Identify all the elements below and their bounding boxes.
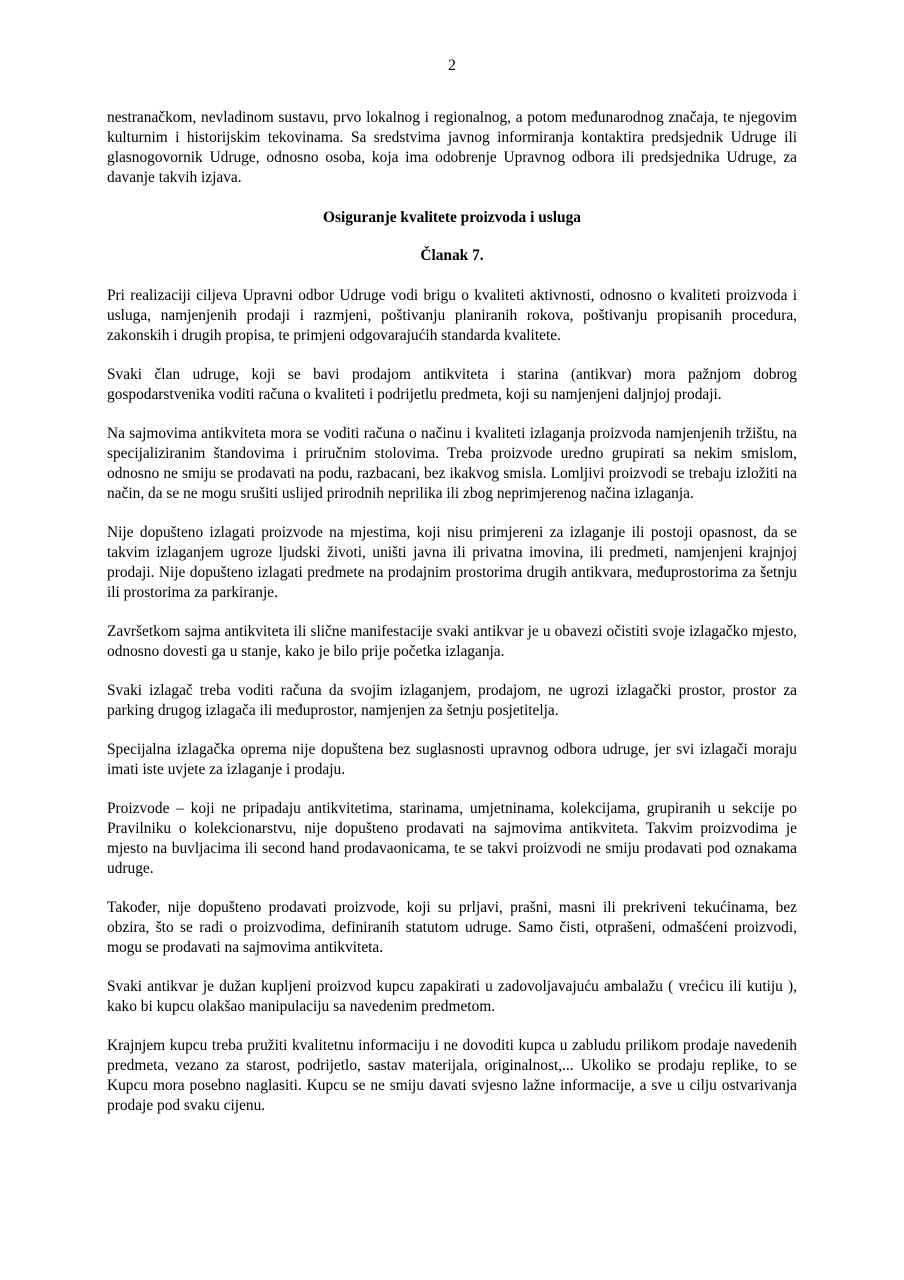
page-number: 2 bbox=[448, 57, 456, 74]
paragraph: Proizvode – koji ne pripadaju antikvitetima, starinama, umjetninama, kolekcijama, grupiranih u sekcije po Pravilniku o kolekcionarstvu, nije dopušteno prodavati na sajmovima antikviteta. Takvim proizvodima je mjesto na buvljacima ili second hand prodavaonicama, te se takvi proizvodi ne smiju prodavati pod oznakama udruge. bbox=[107, 800, 797, 877]
paragraph: Svaki izlagač treba voditi računa da svojim izlaganjem, prodajom, ne ugrozi izlagački prostor, prostor za parking drugog izlagača ili međuprostor, namjenjen za šetnju posjetitelja. bbox=[107, 682, 797, 719]
intro-paragraph: nestranačkom, nevladinom sustavu, prvo lokalnog i regionalnog, a potom međunarodnog značaja, te njegovim kulturnim i historijskim tekovinama. Sa sredstvima javnog informiranja kontaktira predsjednik Udruge ili glasnogovornik Udruge, odnosno osoba, koja ima odobrenje Upravnog odbora ili predsjednika Udruge, za davanje takvih izjava. bbox=[107, 109, 797, 186]
paragraph: Nije dopušteno izlagati proizvode na mjestima, koji nisu primjereni za izlaganje ili postoji opasnost, da se takvim izlaganjem ugroze ljudski životi, uništi javna ili privatna imovina, ili predmeti, namjenjeni krajnjoj prodaji. Nije dopušteno izlagati predmete na prodajnim prostorima drugih antikvara, međuprostorima za šetnju ili prostorima za parkiranje. bbox=[107, 524, 797, 601]
paragraph: Svaki član udruge, koji se bavi prodajom antikviteta i starina (antikvar) mora pažnjom dobrog gospodarstvenika voditi računa o kvaliteti i podrijetlu predmeta, koji su namjenjeni daljnjoj prodaji. bbox=[107, 366, 797, 403]
paragraph: Također, nije dopušteno prodavati proizvode, koji su prljavi, prašni, masni ili prekriveni tekućinama, bez obzira, što se radi o proizvodima, definiranih statutom udruge. Samo čisti, otprašeni, odmašćeni proizvodi, mogu se prodavati na sajmovima antikviteta. bbox=[107, 899, 797, 956]
article-heading: Članak 7. bbox=[420, 247, 484, 264]
paragraph: Svaki antikvar je dužan kupljeni proizvod kupcu zapakirati u zadovoljavajuću ambalažu ( vrećicu ili kutiju ), kako bi kupcu olakšao manipulaciju sa navedenim predmetom. bbox=[107, 978, 797, 1015]
paragraph: Pri realizaciji ciljeva Upravni odbor Udruge vodi brigu o kvaliteti aktivnosti, odnosno o kvaliteti proizvoda i usluga, namjenjenih prodaji i razmjeni, poštivanju planiranih rokova, poštivanju propisanih procedura, zakonskih i drugih propisa, te primjeni odgovarajućih standarda kvalitete. bbox=[107, 287, 797, 344]
paragraph: Završetkom sajma antikviteta ili slične manifestacije svaki antikvar je u obavezi očistiti svoje izlagačko mjesto, odnosno dovesti ga u stanje, kako je bilo prije početka izlaganja. bbox=[107, 623, 797, 660]
paragraph: Specijalna izlagačka oprema nije dopuštena bez suglasnosti upravnog odbora udruge, jer svi izlagači moraju imati iste uvjete za izlaganje i prodaju. bbox=[107, 741, 797, 778]
paragraph: Krajnjem kupcu treba pružiti kvalitetnu informaciju i ne dovoditi kupca u zabludu prilikom prodaje navedenih predmeta, vezano za starost, podrijetlo, sastav materijala, originalnost,... Ukoliko se prodaju replike, to se Kupcu mora posebno naglasiti. Kupcu se ne smiju davati svjesno lažne informacije, a sve u cilju ostvarivanja prodaje pod svaku cijenu. bbox=[107, 1037, 797, 1114]
paragraph: Na sajmovima antikviteta mora se voditi računa o načinu i kvaliteti izlaganja proizvoda namjenjenih tržištu, na specijaliziranim štandovima i priručnim stolovima. Treba proizvode uredno grupirati sa nekim smislom, odnosno ne smiju se prodavati na podu, razbacani, bez ikakvog smisla. Lomljivi proizvodi se trebaju izložiti na način, da se ne mogu srušiti uslijed prirodnih neprilika ili zbog neprimjerenog načina izlaganja. bbox=[107, 425, 797, 502]
document-body bbox=[107, 108, 797, 1135]
section-heading: Osiguranje kvalitete proizvoda i usluga bbox=[323, 209, 581, 226]
